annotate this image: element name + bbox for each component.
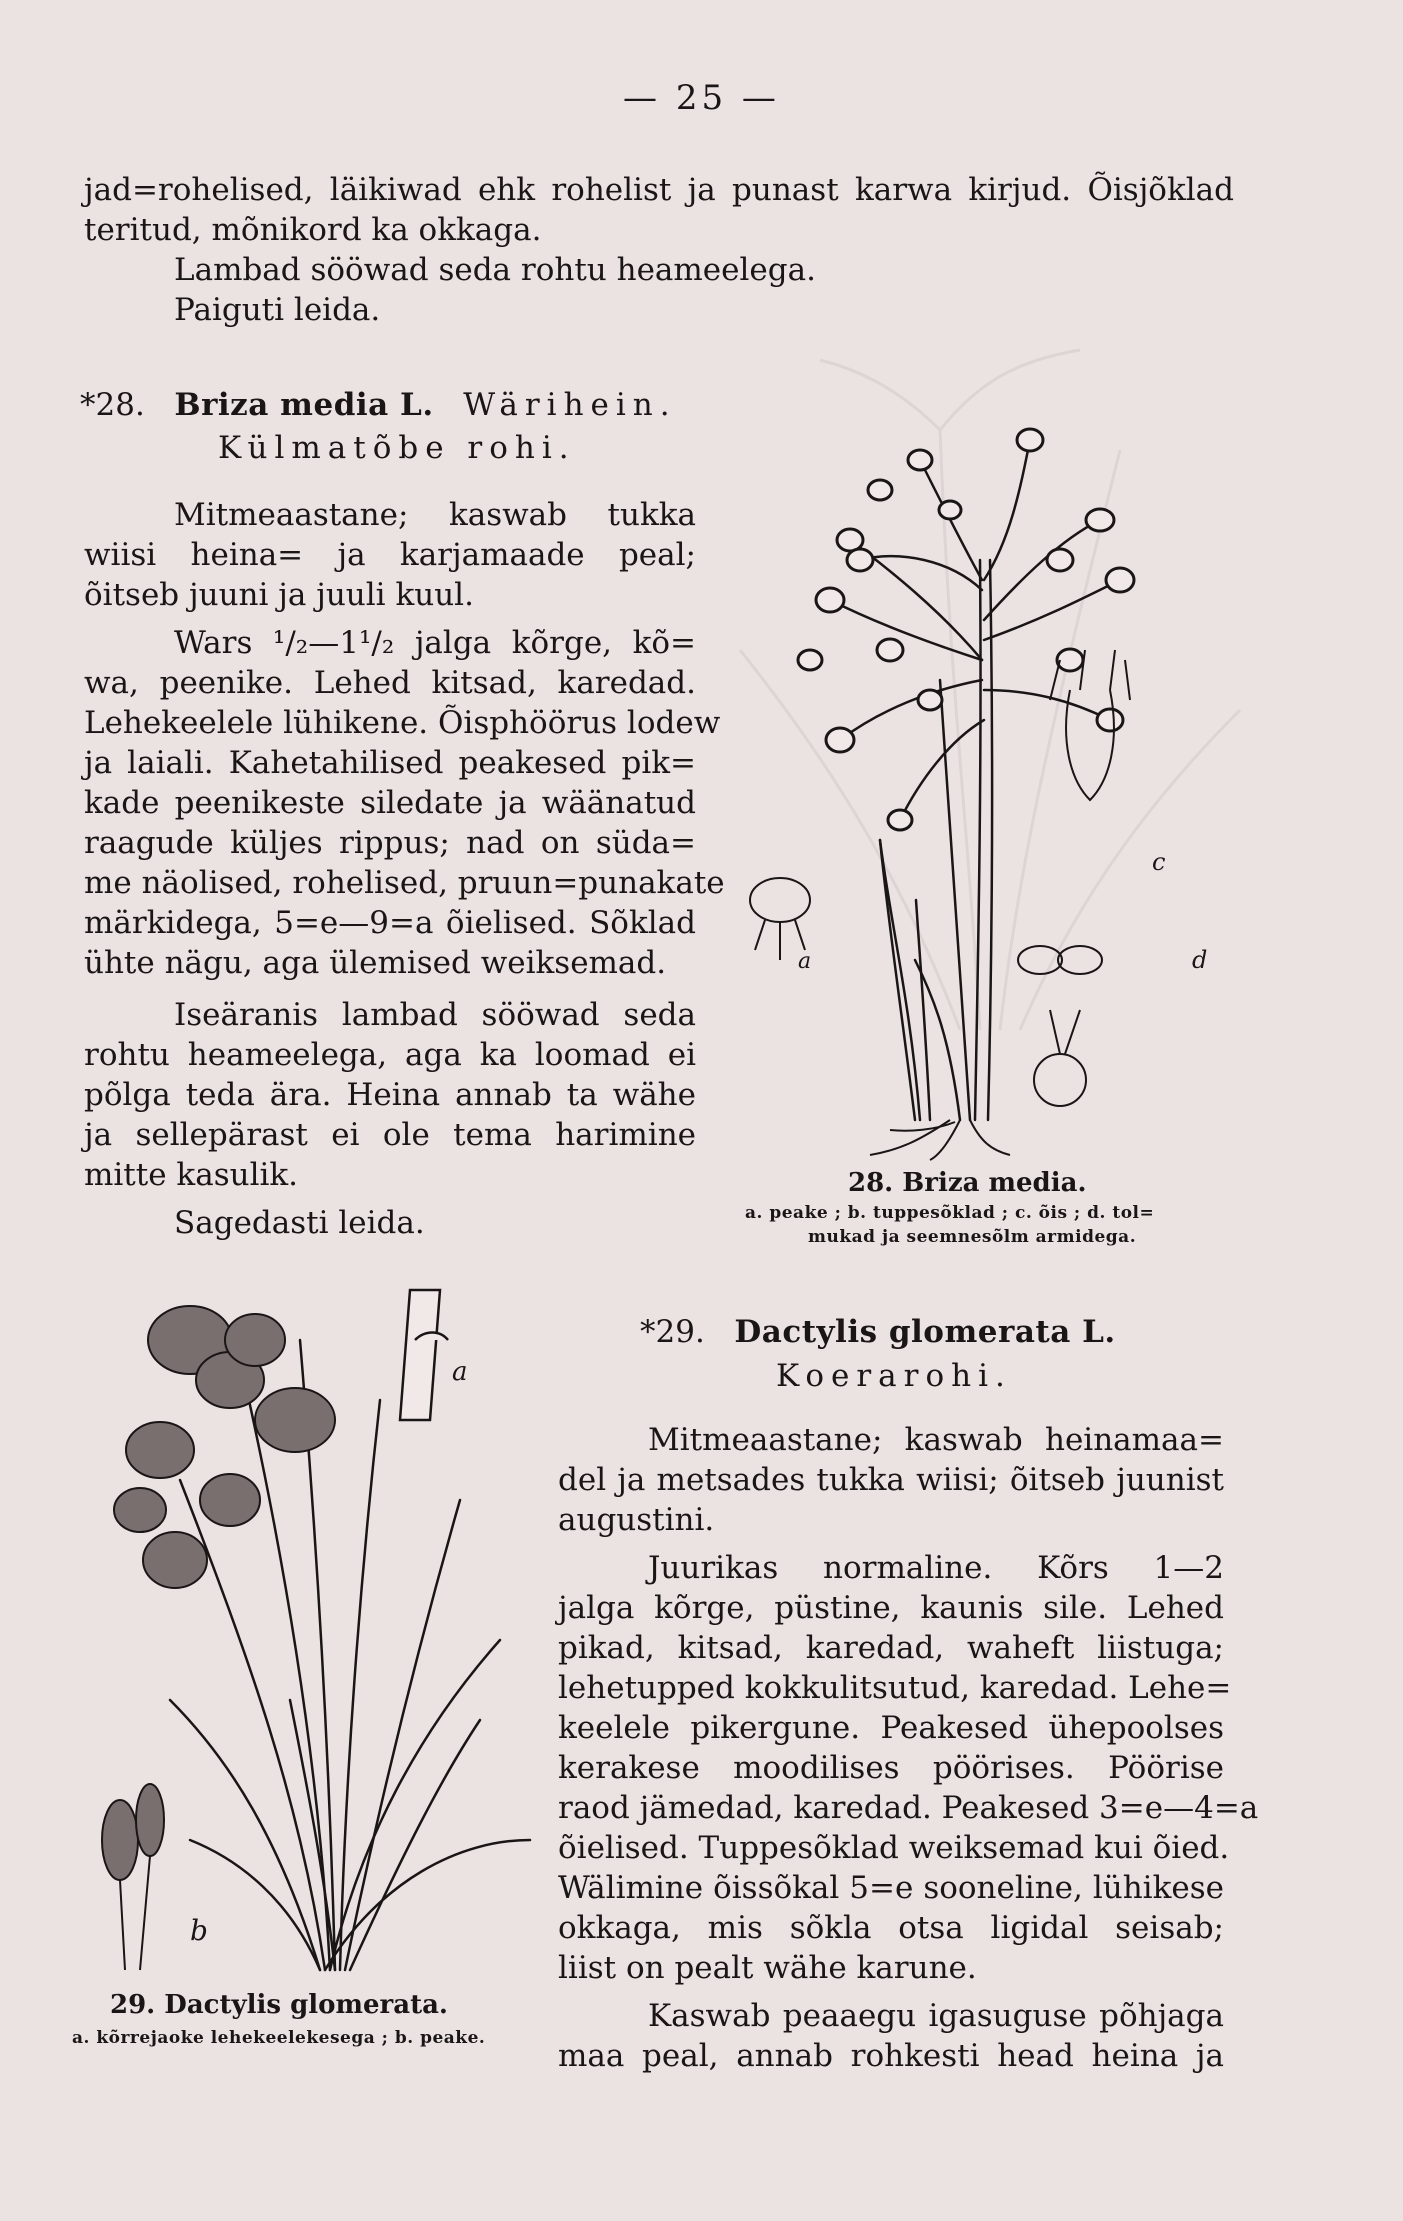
species-29-text-line: õielised. Tuppesõklad weiksemad kui õied. bbox=[558, 1830, 1230, 1866]
species-29-text-line: lehetupped kokkulitsutud, karedad. Lehe= bbox=[558, 1670, 1232, 1706]
species-29-latin-name: Dactylis glomerata L. bbox=[734, 1314, 1116, 1350]
species-28-alt-name: Külmatõbe rohi. bbox=[218, 430, 576, 466]
species-28-text-line: ühte nägu, aga ülemised weiksemad. bbox=[84, 945, 667, 981]
figure-29-caption-line: a. kõrrejaoke lehekeelekesega ; b. peake. bbox=[72, 2028, 486, 2048]
species-28-text-line: kade peenikeste siledate ja wäänatud bbox=[84, 785, 696, 821]
species-29-text-line: maa peal, annab rohkesti head heina ja bbox=[558, 2038, 1224, 2074]
species-29-text-line: raod jämedad, karedad. Peakesed 3=e—4=a bbox=[558, 1790, 1259, 1826]
dactylis-glomerata-illustration bbox=[80, 1280, 560, 1980]
species-28-text-line: märkidega, 5=e—9=a õielised. Sõklad bbox=[84, 905, 696, 941]
species-29-text-line: Juurikas normaline. Kõrs 1—2 bbox=[648, 1550, 1224, 1586]
species-28-text-line: Mitmeaastane; kaswab tukka bbox=[174, 497, 696, 533]
species-28-text-line: õitseb juuni ja juuli kuul. bbox=[84, 577, 474, 613]
species-29-text-line: liist on pealt wähe karune. bbox=[558, 1950, 977, 1986]
species-28-text-line: Lehekeelele lühikene. Õisphöörus lodew bbox=[84, 705, 721, 741]
species-28-text-line: Iseäranis lambad sööwad seda bbox=[174, 997, 696, 1033]
species-28-text-line: ja sellepärast ei ole tema harimine bbox=[84, 1117, 696, 1153]
species-28-text-line: rohtu heameelega, aga ka loomad ei bbox=[84, 1037, 696, 1073]
species-29-text-line: augustini. bbox=[558, 1502, 715, 1538]
species-28-text-line: wa, peenike. Lehed kitsad, karedad. bbox=[84, 665, 696, 701]
figure-28-label-c: c bbox=[1152, 848, 1166, 876]
species-29-text-line: kerakese moodilises pöörises. Pöörise bbox=[558, 1750, 1224, 1786]
species-29-text-line: Kaswab peaaegu igasuguse põhjaga bbox=[648, 1998, 1224, 2034]
top-text-line: teritud, mõnikord ka okkaga. bbox=[84, 212, 542, 248]
species-29-text-line: del ja metsades tukka wiisi; õitseb juunist bbox=[558, 1462, 1224, 1498]
figure-28-caption-title: 28. Briza media. bbox=[848, 1168, 1087, 1198]
figure-29-label-a: a bbox=[452, 1357, 468, 1387]
species-29-heading bbox=[640, 1312, 1116, 1352]
species-29-text-line: okkaga, mis sõkla otsa ligidal seisab; bbox=[558, 1910, 1224, 1946]
species-28-text-line: põlga teda ära. Heina annab ta wähe bbox=[84, 1077, 696, 1113]
figure-28-caption-line: mukad ja seemnesõlm armidega. bbox=[808, 1227, 1137, 1247]
species-29-common-name: Koerarohi. bbox=[776, 1358, 1012, 1394]
species-29-text-line: keelele pikergune. Peakesed ühepoolses bbox=[558, 1710, 1224, 1746]
briza-media-illustration bbox=[720, 360, 1220, 1160]
figure-28-caption-line: a. peake ; b. tuppesõklad ; c. õis ; d. tol= bbox=[745, 1203, 1155, 1223]
top-text-line: jad=rohelised, läikiwad ehk rohelist ja punast karwa kirjud. Õisjõklad bbox=[84, 172, 1234, 208]
species-28-text-line: mitte kasulik. bbox=[84, 1157, 299, 1193]
species-28-text-line: ja laiali. Kahetahilised peakesed pik= bbox=[84, 745, 696, 781]
species-28-text-line: wiisi heina= ja karjamaade peal; bbox=[84, 537, 696, 573]
figure-29-label-b: b bbox=[190, 1914, 208, 1947]
species-28-text-line: Sagedasti leida. bbox=[174, 1205, 425, 1241]
species-28-common-name: Wärihein. bbox=[463, 387, 677, 423]
species-28-text-line: me näolised, rohelised, pruun=punakate bbox=[84, 865, 725, 901]
species-28-number: *28. bbox=[80, 387, 145, 423]
species-29-text-line: Wälimine õissõkal 5=e sooneline, lühikese bbox=[558, 1870, 1224, 1906]
figure-28-label-a: a bbox=[798, 949, 812, 974]
species-29-number: *29. bbox=[640, 1314, 705, 1350]
culm-stem bbox=[975, 560, 981, 1120]
species-28-heading bbox=[80, 385, 677, 425]
species-29-text-line: jalga kõrge, püstine, kaunis sile. Lehed bbox=[558, 1590, 1224, 1626]
page-number: — 25 — bbox=[623, 78, 780, 118]
species-28-latin-name: Briza media L. bbox=[174, 387, 434, 423]
species-28-text-line: raagude küljes rippus; nad on süda= bbox=[84, 825, 696, 861]
figure-29-caption-title: 29. Dactylis glomerata. bbox=[110, 1990, 448, 2020]
figure-28-label-d: d bbox=[1192, 946, 1208, 974]
species-29-text-line: pikad, kitsad, karedad, waheft liistuga; bbox=[558, 1630, 1224, 1666]
species-29-text-line: Mitmeaastane; kaswab heinamaa= bbox=[648, 1422, 1224, 1458]
species-28-text-line: Wars ¹/₂—1¹/₂ jalga kõrge, kõ= bbox=[174, 625, 696, 661]
top-text-line: Lambad sööwad seda rohtu heameelega. bbox=[174, 252, 816, 288]
top-text-line: Paiguti leida. bbox=[174, 292, 381, 328]
